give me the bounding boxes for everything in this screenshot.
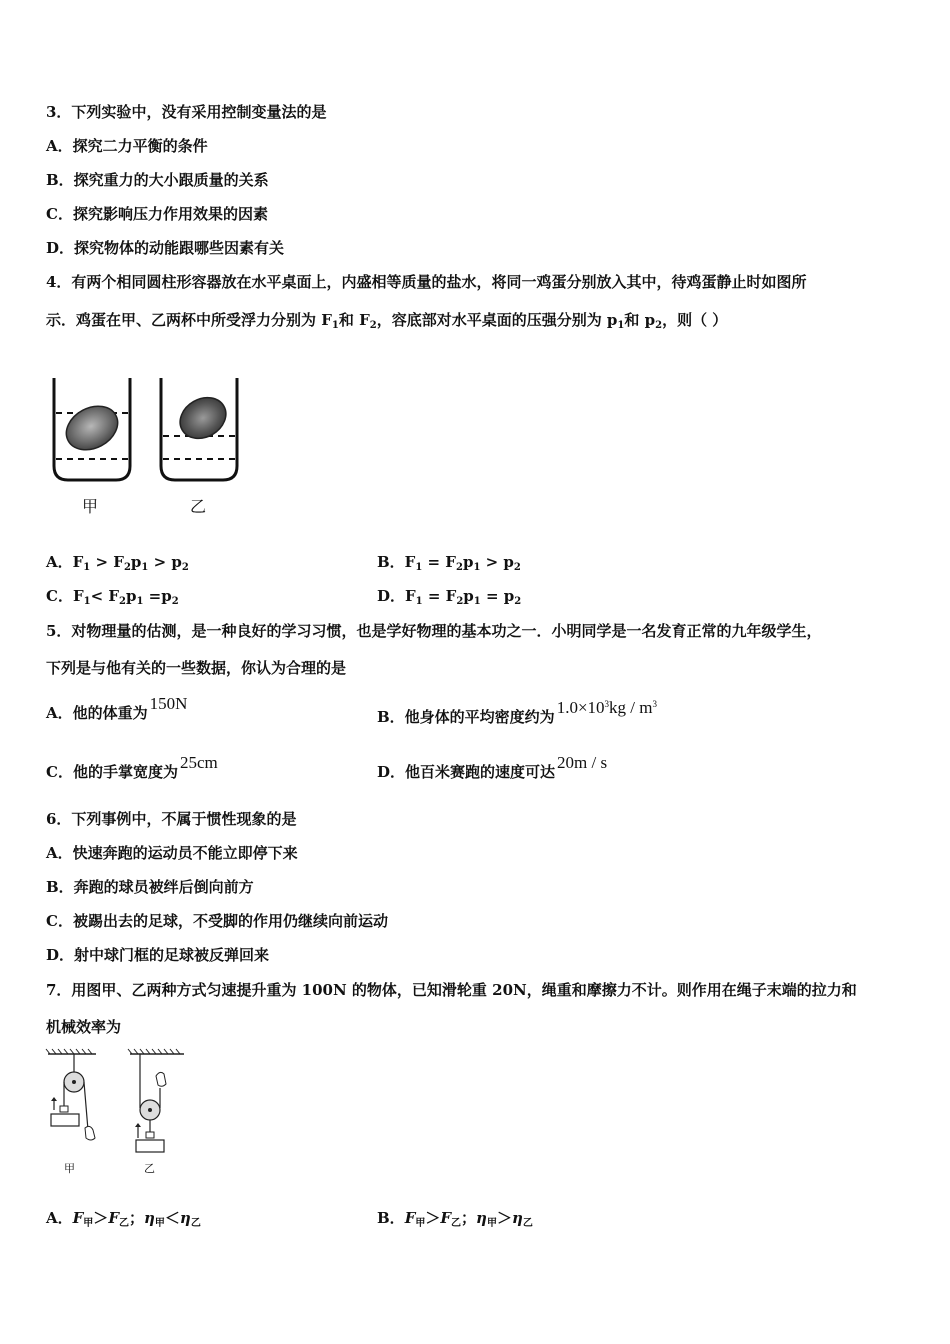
movable-pulley-yi: [135, 1054, 166, 1152]
egg-jia: [59, 398, 125, 459]
q7-option-b: B．$F_甲>F_乙$；$\eta_甲>\eta_乙$: [377, 1209, 533, 1229]
q4-beakers-figure: [44, 370, 254, 525]
q7-stem-line1: 7．用图甲、乙两种方式匀速提升重为 100N 的物体，已知滑轮重 20N，绳重和摩擦力不计。则作用在绳子末端的拉力和: [46, 981, 857, 999]
q3-option-c: C．探究影响压力作用效果的因素: [46, 205, 268, 223]
q4-stem-line1: 4．有两个相同圆柱形容器放在水平桌面上，内盛相等质量的盐水，将同一鸡蛋分别放入其中，待鸡蛋静止时如图所: [46, 273, 807, 291]
ceiling-jia: [46, 1049, 96, 1054]
q4-option-a: A．$F_1 > F_2p_1 > p_2$: [46, 553, 189, 573]
q4-option-d: D．$F_1 = F_2p_1 = p_2$: [377, 587, 522, 607]
q4-stem-line2: 示．鸡蛋在甲、乙两杯中所受浮力分别为 $F_1$和 $F_2$，容底部对水平桌面的压强分别为 $p_1$和 $p_2$，则（ ）: [46, 311, 728, 331]
fig7-label-yi: 乙: [144, 1162, 155, 1175]
q5-option-c: C．他的手掌宽度为 25cm: [46, 753, 218, 781]
q7-stem-line2: 机械效率为: [46, 1018, 122, 1036]
fig4-label-yi: 乙: [190, 497, 207, 516]
q5-stem-line1: 5．对物理量的估测，是一种良好的学习习惯，也是学好物理的基本功之一．小明同学是一名发育正常的九年级学生，: [46, 622, 822, 640]
fig4-label-jia: 甲: [82, 497, 99, 516]
q6-option-c: C．被踢出去的足球，不受脚的作用仍继续向前运动: [46, 912, 388, 930]
q5-option-b: B．他身体的平均密度约为 $1.0\times 10^3kg / m^3$: [377, 698, 657, 726]
q4-option-c: C．$F_1< F_2p_1 =p_2$: [46, 587, 179, 607]
q6-stem: 6．下列事例中，不属于惯性现象的是: [46, 810, 297, 828]
fixed-pulley-jia: [51, 1054, 95, 1140]
fig7-label-jia: 甲: [64, 1162, 75, 1175]
q6-option-a: A．快速奔跑的运动员不能立即停下来: [46, 844, 298, 862]
beaker-jia: [54, 378, 130, 480]
q3-option-d: D．探究物体的动能跟哪些因素有关: [46, 239, 285, 257]
q5-option-a: A．他的体重为 150N: [46, 694, 188, 722]
q6-option-b: B．奔跑的球员被绊后倒向前方: [46, 878, 254, 896]
q6-option-d: D．射中球门框的足球被反弹回来: [46, 946, 270, 964]
q5-option-d: D．他百米赛跑的速度可达 20m / s: [377, 753, 608, 781]
q3-stem: 3．下列实验中，没有采用控制变量法的是: [46, 103, 327, 121]
q5-stem-line2: 下列是与他有关的一些数据，你认为合理的是: [46, 659, 347, 677]
q4-option-b: B．$F_1 = F_2p_1 > p_2$: [377, 553, 521, 573]
q3-option-a: A．探究二力平衡的条件: [46, 137, 208, 155]
q3-option-b: B．探究重力的大小跟质量的关系: [46, 171, 269, 189]
q7-pulley-figure: [44, 1048, 194, 1178]
ceiling-yi: [128, 1049, 184, 1054]
egg-yi: [173, 390, 234, 447]
q7-option-a: A．$F_甲>F_乙$；$\eta_甲<\eta_乙$: [46, 1209, 201, 1229]
beaker-yi: [161, 378, 237, 480]
